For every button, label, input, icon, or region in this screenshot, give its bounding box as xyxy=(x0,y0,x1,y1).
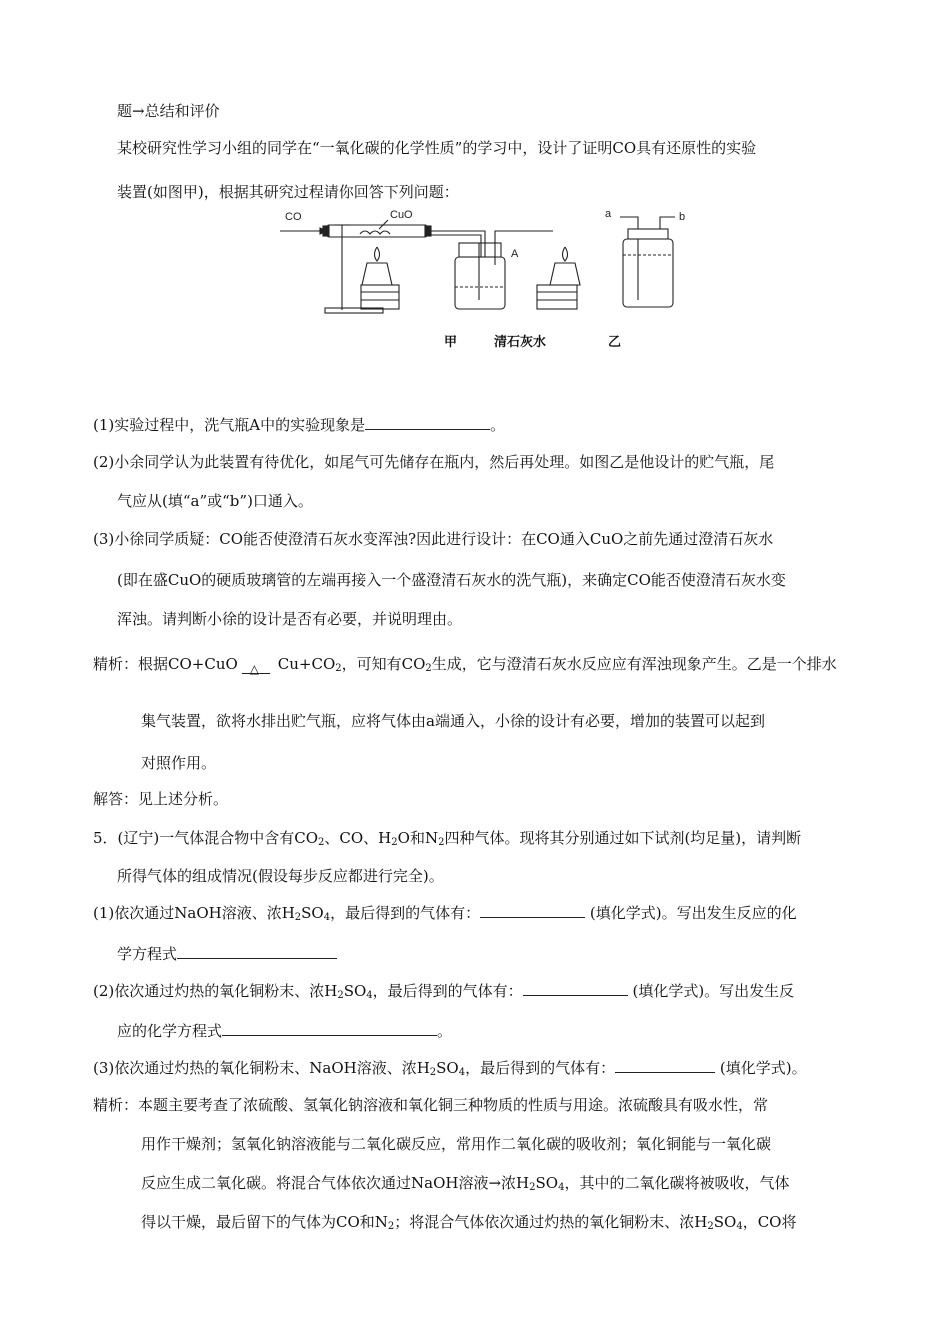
problem-5-part-2-eq: 应的化学方程式 。 xyxy=(117,1022,453,1040)
storage-bottle-yi xyxy=(620,217,675,307)
caption-limewater: 清石灰水 xyxy=(494,335,547,350)
analysis-2-line-2: 用作干燥剂；氢氧化钠溶液能与二氧化碳反应，常用作二氧化碳的吸收剂；氧化铜能与一氧化碳 xyxy=(141,1135,772,1153)
glass-tube xyxy=(323,225,431,237)
answer-blank-p2 xyxy=(523,981,628,996)
burner-2 xyxy=(537,247,580,309)
answer-blank-p3 xyxy=(615,1058,715,1073)
problem-5-line-2: 所得气体的组成情况(假设每步反应都进行完全)。 xyxy=(117,867,444,885)
co-label: CO xyxy=(285,211,302,223)
wash-bottle-a xyxy=(455,231,553,309)
analysis-1-line-1: 精析：根据CO+CuO △ $Cu+CO_2$，可知有$CO_2$生成，它与澄清石灰水反应应有浑浊现象产生。乙是一个排水 xyxy=(93,655,837,676)
apparatus-figure xyxy=(275,205,695,320)
question-3-line-2: (即在盛CuO的硬质玻璃管的左端再接入一个盛澄清石灰水的洗气瓶)，来确定CO能否使澄清石灰水变 xyxy=(117,571,786,589)
equation-blank-p1 xyxy=(177,944,337,959)
question-2-line-2: 气应从(填“a”或“b”)口通入。 xyxy=(117,492,313,510)
analysis-2-line-1: 精析：本题主要考查了浓硫酸、氢氧化钠溶液和氧化铜三种物质的性质与用途。浓硫酸具有吸水性，常 xyxy=(93,1096,769,1114)
analysis-1-line-2: 集气装置，欲将水排出贮气瓶，应将气体由a端通入，小徐的设计有必要，增加的装置可以起到 xyxy=(141,712,765,730)
co-inlet-arrow xyxy=(280,228,327,234)
answer-line: 解答：见上述分析。 xyxy=(93,790,229,808)
equation-blank-p2 xyxy=(222,1021,437,1036)
connector-tube xyxy=(431,231,485,257)
question-3-line-1: (3)小徐同学质疑：CO能否使澄清石灰水变浑浊?因此进行设计：在CO通入CuO之前先通过澄清石灰水 xyxy=(93,530,774,548)
burner-1 xyxy=(361,247,399,309)
cuo-label: CuO xyxy=(390,209,413,221)
question-2-line-1: (2)小余同学认为此装置有待优化，如尾气可先储存在瓶内，然后再处理。如图乙是他设计的贮气瓶，尾 xyxy=(93,453,775,471)
label-a: a xyxy=(605,208,612,220)
question-1: (1)实验过程中，洗气瓶A中的实验现象是 。 xyxy=(93,416,506,434)
bottle-a-label: A xyxy=(511,248,519,260)
problem-5-part-3: (3)依次通过灼热的氧化铜粉末、NaOH溶液、浓$H_2SO_4$，最后得到的气体有： (填化学式)。 xyxy=(93,1059,807,1078)
heat-arrow: △ xyxy=(238,655,278,675)
question-3-line-3: 浑浊。请判断小徐的设计是否有必要，并说明理由。 xyxy=(117,610,463,628)
caption-yi: 乙 xyxy=(608,335,622,350)
header-line: 题→总结和评价 xyxy=(117,102,220,120)
analysis-2-line-3: 反应生成二氧化碳。将混合气体依次通过NaOH溶液→浓$H_2SO_4$，其中的二氧化碳将被吸收，气体 xyxy=(141,1174,790,1193)
answer-blank-1 xyxy=(365,415,490,430)
answer-blank-p1 xyxy=(480,903,585,918)
problem-5-part-1: (1)依次通过NaOH溶液、浓$H_2SO_4$，最后得到的气体有： (填化学式)。写出发生反应的化 xyxy=(93,904,797,923)
analysis-1-line-3: 对照作用。 xyxy=(141,754,217,772)
intro-line-2: 装置(如图甲)，根据其研究过程请你回答下列问题： xyxy=(117,183,459,201)
problem-5-part-1-eq: 学方程式 xyxy=(117,944,337,964)
intro-line-1: 某校研究性学习小组的同学在“一氧化碳的化学性质”的学习中，设计了证明CO具有还原性的实验 xyxy=(117,139,757,157)
problem-5-line-1: 5．(辽宁)一气体混合物中含有$CO_2$、CO、$H_2O$和$N_2$四种气体。现将其分别通过如下试剂(均足量)，请判断 xyxy=(93,829,802,848)
caption-jia: 甲 xyxy=(444,335,458,350)
analysis-2-line-4: 得以干燥，最后留下的气体为CO和$N_2$；将混合气体依次通过灼热的氧化铜粉末、浓$H_2SO_4$，CO将 xyxy=(141,1213,797,1232)
problem-5-part-2: (2)依次通过灼热的氧化铜粉末、浓$H_2SO_4$，最后得到的气体有： (填化学式)。写出发生反 xyxy=(93,982,795,1001)
label-b: b xyxy=(679,211,686,223)
